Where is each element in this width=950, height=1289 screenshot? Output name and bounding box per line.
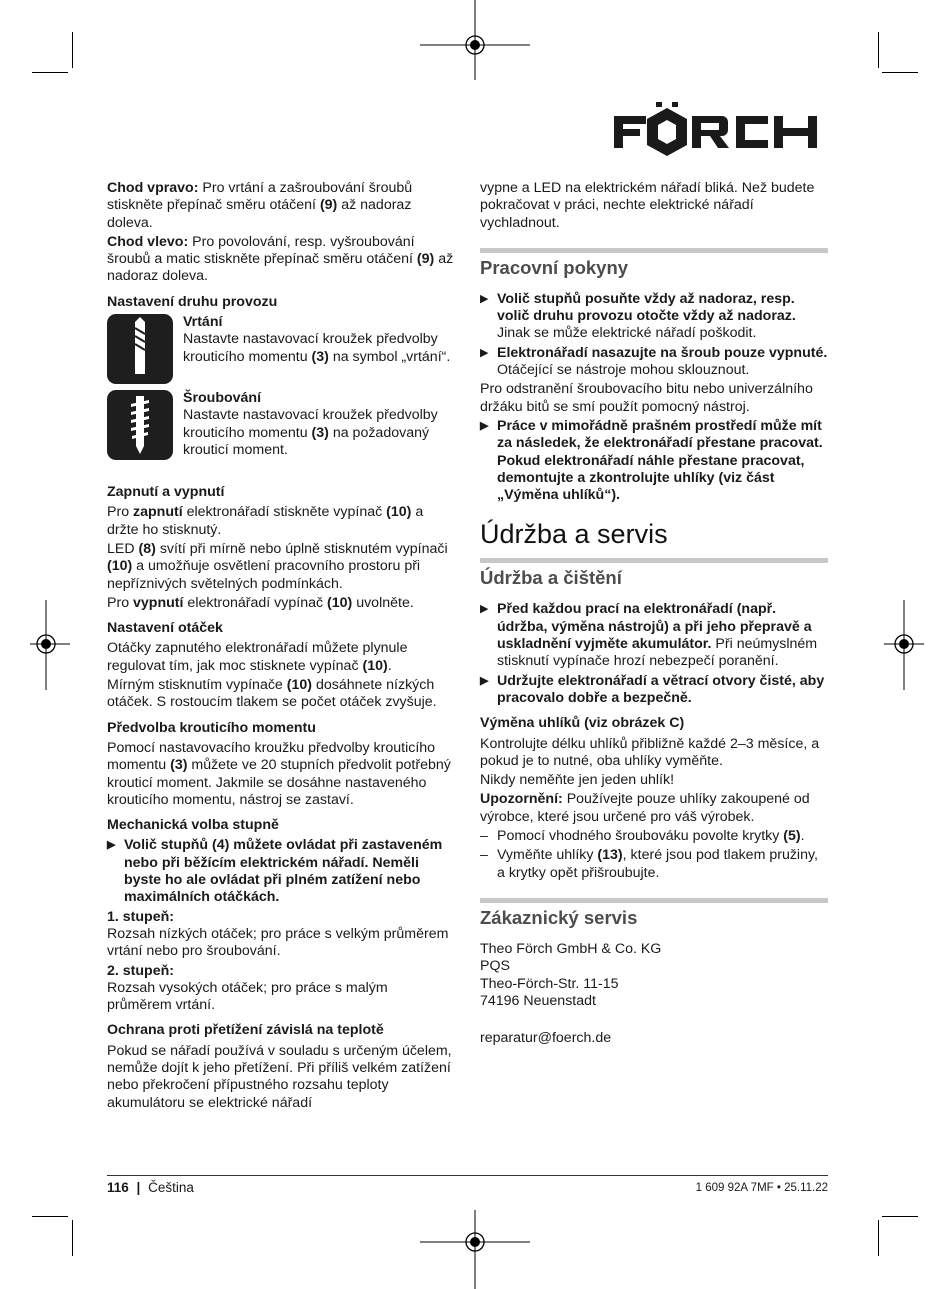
heading-stupen1: 1. stupeň: — [107, 908, 175, 925]
heading-predvolba: Předvolba krouticího momentu — [107, 719, 316, 736]
ref: (8) — [138, 540, 156, 557]
text: až nadoraz doleva. — [107, 197, 412, 231]
footer-left — [107, 1180, 194, 1195]
text: Otáčející se nástroje mohou sklouznout. — [497, 362, 750, 379]
text: a držte ho stisknutý. — [107, 504, 424, 538]
paragraph — [107, 640, 455, 675]
text: LED — [107, 540, 139, 557]
text: Elektronářadí nasazujte na šroub pouze vypnuté. — [497, 344, 828, 361]
page-number: 116 — [107, 1180, 129, 1195]
heading-nastaveni-druhu: Nastavení druhu provozu — [107, 293, 278, 310]
heading-zakaznicky-servis: Zákaznický servis — [480, 898, 828, 929]
address-line: 74196 Neuenstadt — [480, 992, 596, 1009]
ref: (3) — [170, 757, 188, 774]
heading-vymena-uhliku: Výměna uhlíků (viz obrázek C) — [480, 715, 685, 732]
heading-udrzba-a-servis: Údržba a servis — [480, 519, 668, 550]
text: vypnutí — [133, 594, 184, 611]
text: Nastavte nastavovací kroužek předvolby krouticího momentu — [183, 331, 438, 365]
text: Nastavte nastavovací kroužek předvolby krouticího momentu — [183, 407, 438, 441]
text: svítí při mírně nebo úplně stisknutém vypínači — [155, 540, 448, 557]
text: Pro — [107, 504, 134, 521]
text: Vyměňte uhlíky — [497, 847, 598, 864]
paragraph — [107, 180, 455, 232]
ref: (10) — [286, 677, 312, 694]
logo-text: FÖRCH — [612, 100, 616, 101]
paragraph — [107, 541, 455, 593]
heading-pracovni-pokyny: Pracovní pokyny — [480, 248, 828, 279]
heading-mechanicka: Mechanická volba stupně — [107, 817, 279, 834]
ref: (10) — [386, 504, 412, 521]
dash-marker: – — [480, 828, 488, 845]
mode-title: Šroubování — [183, 390, 262, 407]
registration-mark-icon — [30, 600, 70, 690]
paragraph — [107, 595, 455, 612]
paragraph: Kontrolujte délku uhlíků přibližně každé 2–3 měsíce, a pokud je to nutné, oba uhlíky vyměňte. — [480, 735, 820, 769]
crop-mark — [882, 72, 918, 73]
text: Mírným stisknutím vypínače — [107, 677, 287, 694]
text: Pro povolování, resp. vyšroubování šroubů a matic stiskněte přepínač směru otáčení — [107, 233, 417, 268]
text: , které jsou pod tlakem pružiny, a krytky opět přišroubujte. — [497, 847, 818, 881]
dash-item — [480, 828, 828, 845]
heading-udrzba-a-cisteni: Údržba a čištění — [480, 558, 828, 589]
text: Pro — [107, 594, 134, 611]
paragraph: Pokud se nářadí používá v souladu s určeným účelem, nemůže dojít k jeho přetížení. Při příliš velkém zatížení nebo překročení přípustného rozsahu teploty akumulátoru se elektrické nářadí — [107, 1042, 452, 1111]
footer-language: Čeština — [148, 1180, 194, 1195]
text: . — [800, 828, 805, 845]
screw-icon — [107, 390, 173, 460]
bullet-triangle-icon: ▶ — [480, 346, 489, 359]
ref: (9) — [319, 197, 338, 214]
text: zapnutí — [133, 504, 183, 521]
mode-vrtani — [107, 314, 455, 384]
ref: (10) — [362, 657, 388, 674]
label-chod-vlevo: Chod vlevo: — [107, 233, 189, 250]
paragraph — [107, 740, 455, 809]
text: Pro vrtání a zašroubování šroubů stiskněte přepínač směru otáčení — [107, 180, 413, 214]
text: až nadoraz doleva. — [107, 251, 454, 285]
mode-text — [183, 314, 455, 384]
text: dosáhnete nízkých otáček. S rostoucím tlakem se počet otáček zvyšuje. — [107, 677, 437, 711]
email-link[interactable]: reparatur@foerch.de — [480, 1030, 612, 1047]
paragraph: Nikdy neměňte jen jeden uhlík! — [480, 772, 675, 789]
text: Používejte pouze uhlíky zakoupené od výrobce, které jsou určené pro váš výrobek. — [480, 791, 810, 825]
bullet-triangle-icon: ▶ — [480, 292, 489, 305]
paragraph: vypne a LED na elektrickém nářadí bliká. Než budete pokračovat v práci, nechte elektrické nářadí vychladnout. — [480, 180, 815, 231]
paragraph: Pro odstranění šroubovacího bitu nebo univerzálního držáku bitů se smí použít pomocný nástroj. — [480, 381, 813, 415]
text: uvolněte. — [352, 594, 414, 611]
dash-item — [480, 847, 828, 882]
paragraph — [480, 791, 828, 826]
label-chod-vpravo: Chod vpravo: — [107, 180, 199, 196]
right-column — [480, 180, 828, 1047]
bullet-item — [107, 837, 455, 906]
paragraph — [107, 677, 455, 712]
crop-mark — [878, 32, 879, 68]
text: na požadovaný krouticí moment. — [183, 424, 430, 458]
bullet-item — [480, 418, 828, 504]
address-line: PQS — [480, 958, 510, 975]
mode-title: Vrtání — [183, 314, 223, 331]
ref: (10) — [107, 558, 133, 575]
ref: (9) — [416, 251, 435, 268]
dash-marker: – — [480, 847, 488, 864]
bullet-triangle-icon: ▶ — [107, 839, 116, 852]
footer-separator: | — [136, 1180, 141, 1195]
bullet-triangle-icon: ▶ — [480, 674, 489, 687]
paragraph — [107, 234, 455, 286]
crop-mark — [882, 1216, 918, 1217]
foerch-logo — [612, 100, 828, 160]
text: Jinak se může elektrické nářadí poškodit. — [497, 325, 757, 342]
text: můžete ve 20 stupních předvolit potřebný krouticí moment. Jakmile se dosáhne nastaveného krouticího momentu, nástroj se zastaví. — [107, 757, 451, 808]
heading-otacek: Nastavení otáček — [107, 620, 223, 637]
heading-stupen2: 2. stupeň: — [107, 962, 175, 979]
text: elektronářadí stiskněte vypínač — [182, 504, 387, 521]
crop-mark — [32, 1216, 68, 1217]
ref: (13) — [597, 847, 623, 864]
crop-mark — [72, 32, 73, 68]
registration-mark-icon — [420, 1210, 530, 1289]
address-line: Theo-Förch-Str. 11-15 — [480, 975, 619, 992]
registration-mark-icon — [420, 0, 530, 90]
bullet-item — [480, 673, 828, 708]
text: elektronářadí vypínač — [183, 594, 328, 611]
heading-ochrana: Ochrana proti přetížení závislá na teplotě — [107, 1022, 384, 1039]
crop-mark — [72, 1220, 73, 1256]
heading-zapnuti: Zapnutí a vypnutí — [107, 484, 225, 501]
page-footer — [107, 1175, 828, 1195]
ref: (3) — [311, 348, 329, 365]
address-line: Theo Förch GmbH & Co. KG — [480, 940, 662, 957]
bullet-triangle-icon: ▶ — [480, 603, 489, 616]
paragraph: Rozsah vysokých otáček; pro práce s malým průměrem vrtání. — [107, 979, 388, 1014]
bullet-triangle-icon: ▶ — [480, 419, 489, 432]
text: Pomocí nastavovacího kroužku předvolby krouticího momentu — [107, 739, 436, 774]
footer-code: 1 609 92A 7MF • 25.11.22 — [695, 1182, 828, 1194]
drill-bit-icon — [107, 314, 173, 384]
text: Pomocí vhodného šroubováku povolte krytky — [497, 828, 784, 845]
text: Volič stupňů posuňte vždy až nadoraz, resp. volič druhu provozu otočte vždy až nadoraz. — [497, 290, 796, 325]
text: Udržujte elektronářadí a větrací otvory čisté, aby pracovalo dobře a bezpečně. — [497, 672, 825, 706]
text: Před každou prací na elektronářadí (např. údržba, výměna nástrojů) a při jeho přepravě a uskladnění vyjměte akumulátor. — [497, 601, 812, 653]
ref: (3) — [311, 424, 329, 441]
paragraph: Rozsah nízkých otáček; pro práce s velkým průměrem vrtání nebo pro šroubování. — [107, 925, 449, 960]
text: na symbol „vrtání“. — [328, 348, 451, 365]
bullet-item — [480, 291, 828, 343]
paragraph — [107, 504, 455, 539]
bullet-item — [480, 345, 828, 380]
bullet-item — [480, 601, 828, 670]
text: Otáčky zapnutého elektronářadí můžete plynule regulovat tím, jak moc stisknete vypínač — [107, 640, 408, 674]
mode-sroubovani — [107, 390, 455, 460]
crop-mark — [32, 72, 68, 73]
text: . — [387, 657, 392, 674]
registration-mark-icon — [884, 600, 924, 690]
label-upozorneni: Upozornění: — [480, 791, 563, 808]
mode-text — [183, 390, 455, 460]
ref: (10) — [327, 594, 353, 611]
text: Při neúmyslném stisknutí vypínače hrozí nebezpečí poranění. — [497, 636, 818, 670]
left-column — [107, 180, 455, 1114]
crop-mark — [878, 1220, 879, 1256]
text: Práce v mimořádně prašném prostředí může mít za následek, že elektronářadí přestane pracovat. Pokud elektronářadí náhle přestane pracovat, demontujte a zkontrolujte uhlíky (viz část „Výměna uhlíků“). — [497, 417, 823, 504]
text: a umožňuje osvětlení pracovního prostoru při nepříznivých světelných podmínkách. — [107, 558, 421, 592]
text: Volič stupňů (4) můžete ovládat při zastaveném nebo při běžícím elektrickém nářadí. Neměli byste ho ale ovládat při plném zatížení nebo maximálních otáčkách. — [124, 837, 443, 906]
ref: (5) — [783, 828, 801, 845]
